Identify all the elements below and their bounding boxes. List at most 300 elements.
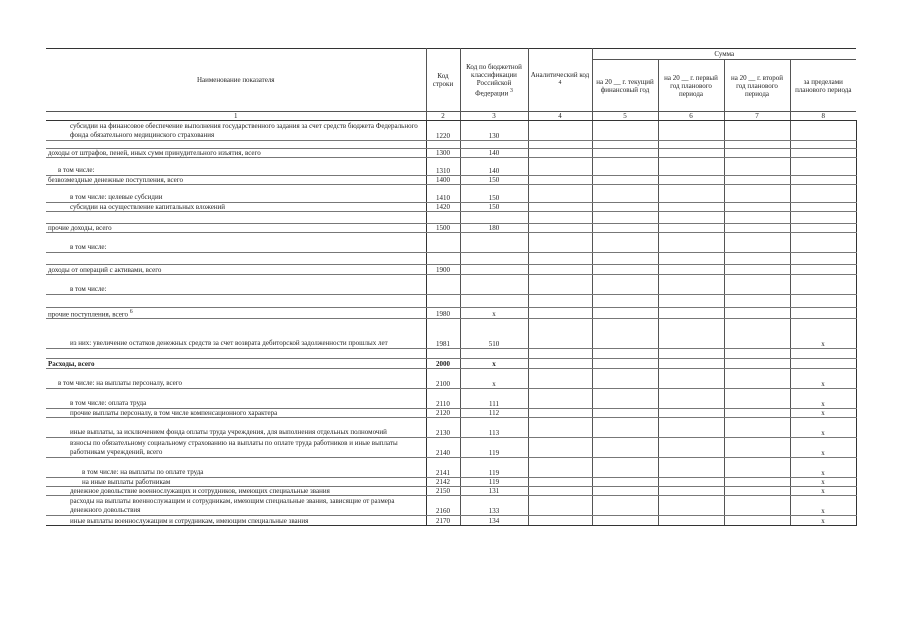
- row-value-cell: [528, 295, 592, 308]
- row-name: [46, 409, 426, 418]
- header-col6: на 20 __ г. первый год планового периода: [658, 60, 724, 112]
- row-value-cell: [724, 369, 790, 389]
- column-number: 4: [528, 112, 592, 121]
- row-col8: [790, 359, 856, 369]
- row-name: [46, 516, 426, 526]
- row-budget-code: 510: [460, 319, 528, 349]
- row-value-cell: [528, 158, 592, 176]
- row-col8: х: [790, 487, 856, 496]
- row-value-cell: [592, 308, 658, 319]
- row-value-cell: [528, 203, 592, 212]
- row-line-code: 1981: [426, 319, 460, 349]
- row-value-cell: [592, 158, 658, 176]
- row-value-cell: [592, 203, 658, 212]
- column-number: 7: [724, 112, 790, 121]
- row-line-code: 1300: [426, 149, 460, 158]
- row-name: [46, 418, 426, 438]
- row-value-cell: [724, 121, 790, 141]
- row-name: [46, 359, 426, 369]
- row-line-code: 2100: [426, 369, 460, 389]
- row-value-cell: [592, 438, 658, 458]
- row-budget-code: 112: [460, 409, 528, 418]
- row-name: [46, 478, 426, 487]
- table-row: [46, 176, 856, 185]
- report-table-sheet: [46, 48, 856, 526]
- table-row: [46, 203, 856, 212]
- row-value-cell: [528, 369, 592, 389]
- row-value-cell: [592, 141, 658, 149]
- row-col8: [790, 203, 856, 212]
- row-value-cell: [528, 409, 592, 418]
- header-budget-code: [460, 49, 528, 112]
- row-col8: [790, 185, 856, 203]
- row-budget-code: [460, 275, 528, 295]
- row-name: [46, 369, 426, 389]
- row-value-cell: [592, 516, 658, 526]
- row-name-text: в том числе: на выплаты по оплате труда: [82, 468, 204, 477]
- row-value-cell: [658, 203, 724, 212]
- row-name-text: денежное довольствие военнослужащих и сотрудников, имеющих специальные звания: [70, 487, 330, 496]
- row-value-cell: [592, 389, 658, 409]
- header-sum: Сумма: [592, 49, 856, 60]
- row-value-cell: [724, 516, 790, 526]
- row-value-cell: [658, 295, 724, 308]
- row-col8: х: [790, 418, 856, 438]
- row-value-cell: [724, 158, 790, 176]
- row-line-code: 2110: [426, 389, 460, 409]
- row-name: [46, 295, 426, 308]
- row-col8: [790, 308, 856, 319]
- row-value-cell: [724, 409, 790, 418]
- row-name: [46, 149, 426, 158]
- column-number: 8: [790, 112, 856, 121]
- row-name: [46, 389, 426, 409]
- row-value-cell: [592, 149, 658, 158]
- row-budget-code: 150: [460, 203, 528, 212]
- row-value-cell: [724, 224, 790, 233]
- row-value-cell: [658, 185, 724, 203]
- row-name: [46, 212, 426, 224]
- row-budget-code: 130: [460, 121, 528, 141]
- column-numbers-row: [46, 112, 856, 121]
- row-line-code: 1310: [426, 158, 460, 176]
- row-value-cell: [592, 212, 658, 224]
- row-value-cell: [658, 487, 724, 496]
- row-value-cell: [592, 265, 658, 275]
- row-name-text: Расходы, всего: [48, 360, 95, 369]
- row-budget-code: 140: [460, 158, 528, 176]
- row-line-code: 1980: [426, 308, 460, 319]
- table-row: [46, 185, 856, 203]
- row-name: [46, 176, 426, 185]
- row-line-code: [426, 275, 460, 295]
- row-name-text: субсидии на финансовое обеспечение выполнения государственного задания за счет средств бюджета Федерального фонда обязательного медицинского страхования: [70, 122, 418, 139]
- row-col8: х: [790, 319, 856, 349]
- row-value-cell: [592, 496, 658, 516]
- row-value-cell: [724, 253, 790, 265]
- row-budget-code: [460, 295, 528, 308]
- table-row: [46, 349, 856, 359]
- row-value-cell: [724, 359, 790, 369]
- header-analytic-code: [528, 49, 592, 112]
- row-col8: [790, 212, 856, 224]
- row-value-cell: [592, 275, 658, 295]
- financial-plan-table: [46, 48, 857, 526]
- table-row: [46, 212, 856, 224]
- row-col8: [790, 121, 856, 141]
- row-line-code: 1410: [426, 185, 460, 203]
- row-budget-code: [460, 265, 528, 275]
- row-value-cell: [592, 295, 658, 308]
- row-value-cell: [724, 319, 790, 349]
- row-budget-code: [460, 212, 528, 224]
- row-value-cell: [658, 253, 724, 265]
- row-value-cell: [528, 308, 592, 319]
- table-row: [46, 149, 856, 158]
- row-value-cell: [724, 478, 790, 487]
- row-line-code: [426, 212, 460, 224]
- table-row: [46, 516, 856, 526]
- row-line-code: 2142: [426, 478, 460, 487]
- table-row: [46, 253, 856, 265]
- row-name: [46, 275, 426, 295]
- row-value-cell: [658, 496, 724, 516]
- row-name-text: прочие выплаты персоналу, в том числе компенсационного характера: [70, 409, 278, 418]
- row-line-code: [426, 233, 460, 253]
- row-value-cell: [724, 141, 790, 149]
- row-budget-code: 134: [460, 516, 528, 526]
- row-budget-code: [460, 141, 528, 149]
- row-value-cell: [528, 349, 592, 359]
- row-name: [46, 233, 426, 253]
- table-row: [46, 141, 856, 149]
- row-value-cell: [658, 418, 724, 438]
- row-col8: [790, 176, 856, 185]
- row-value-cell: [724, 203, 790, 212]
- row-budget-code: 119: [460, 478, 528, 487]
- row-name-text: в том числе:: [70, 285, 107, 293]
- table-row: [46, 275, 856, 295]
- row-value-cell: [592, 185, 658, 203]
- table-row: [46, 319, 856, 349]
- row-name: [46, 141, 426, 149]
- row-value-cell: [658, 224, 724, 233]
- row-line-code: 1220: [426, 121, 460, 141]
- header-analytic-code-text: Аналитический код: [530, 70, 590, 79]
- row-value-cell: [592, 121, 658, 141]
- row-budget-code: 150: [460, 176, 528, 185]
- row-col8: [790, 265, 856, 275]
- row-value-cell: [658, 233, 724, 253]
- header-col8: за пределами планового периода: [790, 60, 856, 112]
- row-value-cell: [724, 233, 790, 253]
- row-value-cell: [592, 458, 658, 478]
- header-col7: на 20 __ г. второй год планового периода: [724, 60, 790, 112]
- column-number: 3: [460, 112, 528, 121]
- row-budget-code: [460, 349, 528, 359]
- table-row: [46, 265, 856, 275]
- row-value-cell: [528, 121, 592, 141]
- row-value-cell: [724, 487, 790, 496]
- table-row: [46, 308, 856, 319]
- header-analytic-code-sup: 4: [558, 79, 562, 86]
- row-name: [46, 438, 426, 458]
- row-value-cell: [592, 359, 658, 369]
- row-name-text: субсидии на осуществление капитальных вложений: [70, 203, 226, 211]
- row-value-cell: [724, 389, 790, 409]
- row-value-cell: [528, 319, 592, 349]
- table-row: [46, 487, 856, 496]
- row-name-text: взносы по обязательному социальному страхованию на выплаты по оплате труда работников и иные выплаты работникам учреждений, всего: [70, 439, 398, 457]
- row-name-text: прочие поступления, всего: [48, 310, 129, 319]
- table-row: [46, 418, 856, 438]
- row-line-code: 2140: [426, 438, 460, 458]
- row-line-code: 2160: [426, 496, 460, 516]
- row-value-cell: [658, 308, 724, 319]
- row-col8: [790, 224, 856, 233]
- row-value-cell: [528, 253, 592, 265]
- row-value-cell: [724, 185, 790, 203]
- row-name-text: на иные выплаты работникам: [82, 478, 171, 487]
- row-budget-code: 119: [460, 458, 528, 478]
- row-value-cell: [528, 438, 592, 458]
- column-number: 2: [426, 112, 460, 121]
- row-budget-code: 111: [460, 389, 528, 409]
- row-value-cell: [592, 319, 658, 349]
- row-value-cell: [528, 185, 592, 203]
- row-line-code: 2000: [426, 359, 460, 369]
- row-value-cell: [658, 349, 724, 359]
- row-line-code: [426, 253, 460, 265]
- row-name-text: доходы от операций с активами, всего: [48, 266, 162, 274]
- row-name: [46, 349, 426, 359]
- row-value-cell: [658, 458, 724, 478]
- row-col8: х: [790, 496, 856, 516]
- row-value-cell: [592, 349, 658, 359]
- row-value-cell: [724, 418, 790, 438]
- row-value-cell: [528, 389, 592, 409]
- row-col8: [790, 141, 856, 149]
- row-value-cell: [528, 149, 592, 158]
- row-col8: [790, 149, 856, 158]
- row-value-cell: [592, 176, 658, 185]
- row-footnote-sup: 6: [129, 309, 133, 315]
- row-value-cell: [528, 275, 592, 295]
- column-number: 6: [658, 112, 724, 121]
- row-line-code: 2150: [426, 487, 460, 496]
- row-value-cell: [592, 418, 658, 438]
- row-value-cell: [658, 212, 724, 224]
- row-name: [46, 253, 426, 265]
- row-budget-code: [460, 253, 528, 265]
- row-value-cell: [658, 389, 724, 409]
- row-line-code: [426, 141, 460, 149]
- row-value-cell: [724, 496, 790, 516]
- row-col8: [790, 233, 856, 253]
- table-row: [46, 224, 856, 233]
- table-row: [46, 458, 856, 478]
- column-number: 1: [46, 112, 426, 121]
- table-row: [46, 369, 856, 389]
- row-name: [46, 319, 426, 349]
- row-col8: х: [790, 389, 856, 409]
- row-value-cell: [724, 265, 790, 275]
- row-line-code: 1420: [426, 203, 460, 212]
- table-row: [46, 359, 856, 369]
- header-name: Наименование показателя: [46, 49, 426, 112]
- row-value-cell: [724, 212, 790, 224]
- row-value-cell: [658, 319, 724, 349]
- row-value-cell: [658, 149, 724, 158]
- row-value-cell: [658, 359, 724, 369]
- table-row: [46, 438, 856, 458]
- row-value-cell: [658, 478, 724, 487]
- row-value-cell: [724, 458, 790, 478]
- row-name: [46, 458, 426, 478]
- row-name: [46, 185, 426, 203]
- row-value-cell: [528, 496, 592, 516]
- table-row: [46, 233, 856, 253]
- row-budget-code: 131: [460, 487, 528, 496]
- row-budget-code: х: [460, 369, 528, 389]
- table-row: [46, 121, 856, 141]
- row-value-cell: [724, 275, 790, 295]
- row-col8: х: [790, 409, 856, 418]
- row-value-cell: [724, 295, 790, 308]
- row-value-cell: [528, 224, 592, 233]
- row-value-cell: [528, 359, 592, 369]
- row-line-code: 2170: [426, 516, 460, 526]
- row-value-cell: [658, 121, 724, 141]
- row-budget-code: х: [460, 308, 528, 319]
- row-col8: [790, 275, 856, 295]
- row-name: [46, 158, 426, 176]
- table-row: [46, 478, 856, 487]
- row-name: [46, 496, 426, 516]
- row-value-cell: [592, 487, 658, 496]
- row-value-cell: [658, 141, 724, 149]
- row-name: [46, 224, 426, 233]
- row-line-code: 2141: [426, 458, 460, 478]
- header-line-code: Код строки: [426, 49, 460, 112]
- row-budget-code: 133: [460, 496, 528, 516]
- row-name: [46, 203, 426, 212]
- row-value-cell: [528, 176, 592, 185]
- row-line-code: 1500: [426, 224, 460, 233]
- row-name-text: безвозмездные денежные поступления, всего: [48, 176, 183, 184]
- row-col8: х: [790, 478, 856, 487]
- row-value-cell: [658, 158, 724, 176]
- row-name-text: иные выплаты военнослужащим и сотрудникам, имеющим специальные звания: [70, 517, 309, 526]
- row-value-cell: [592, 253, 658, 265]
- row-budget-code: 180: [460, 224, 528, 233]
- row-name-text: в том числе: оплата труда: [70, 399, 147, 408]
- row-value-cell: [592, 224, 658, 233]
- row-value-cell: [658, 176, 724, 185]
- row-value-cell: [528, 212, 592, 224]
- row-col8: х: [790, 458, 856, 478]
- table-row: [46, 409, 856, 418]
- row-value-cell: [528, 458, 592, 478]
- row-value-cell: [528, 516, 592, 526]
- row-name-text: расходы на выплаты военнослужащим и сотрудникам, имеющим специальные звания, зависящие от размера денежного довольствия: [70, 497, 395, 515]
- row-value-cell: [658, 409, 724, 418]
- row-value-cell: [658, 516, 724, 526]
- row-value-cell: [724, 149, 790, 158]
- row-col8: х: [790, 438, 856, 458]
- row-name-text: прочие доходы, всего: [48, 224, 112, 232]
- row-col8: х: [790, 516, 856, 526]
- row-value-cell: [528, 418, 592, 438]
- row-value-cell: [528, 487, 592, 496]
- table-row: [46, 389, 856, 409]
- row-col8: [790, 158, 856, 176]
- row-name: [46, 487, 426, 496]
- row-name: [46, 121, 426, 141]
- row-value-cell: [658, 369, 724, 389]
- row-name-text: доходы от штрафов, пеней, иных сумм принудительного изъятия, всего: [48, 149, 261, 157]
- column-number: 5: [592, 112, 658, 121]
- row-value-cell: [724, 176, 790, 185]
- row-value-cell: [658, 265, 724, 275]
- row-col8: [790, 253, 856, 265]
- row-col8: х: [790, 369, 856, 389]
- row-name-text: иные выплаты, за исключением фонда оплаты труда учреждения, для выполнения отдельных полномочий: [70, 428, 387, 437]
- header-col5: на 20 __ г. текущий финансовый год: [592, 60, 658, 112]
- row-name-text: в том числе: целевые субсидии: [70, 193, 163, 201]
- row-budget-code: х: [460, 359, 528, 369]
- row-value-cell: [592, 409, 658, 418]
- row-col8: [790, 295, 856, 308]
- row-name-text: из них: увеличение остатков денежных средств за счет возврата дебиторской задолженности прошлых лет: [70, 339, 388, 348]
- row-line-code: 1900: [426, 265, 460, 275]
- row-name-text: в том числе:: [58, 166, 95, 174]
- row-value-cell: [658, 438, 724, 458]
- row-col8: [790, 349, 856, 359]
- row-line-code: 1400: [426, 176, 460, 185]
- row-name: [46, 265, 426, 275]
- row-value-cell: [592, 369, 658, 389]
- row-budget-code: 113: [460, 418, 528, 438]
- row-value-cell: [658, 275, 724, 295]
- row-value-cell: [724, 438, 790, 458]
- table-row: [46, 295, 856, 308]
- row-value-cell: [528, 141, 592, 149]
- row-line-code: [426, 349, 460, 359]
- row-name-text: в том числе: на выплаты персоналу, всего: [58, 379, 182, 388]
- row-line-code: 2130: [426, 418, 460, 438]
- table-row: [46, 158, 856, 176]
- row-budget-code: 150: [460, 185, 528, 203]
- row-name-text: в том числе:: [70, 243, 107, 251]
- row-line-code: [426, 295, 460, 308]
- row-value-cell: [592, 478, 658, 487]
- row-line-code: 2120: [426, 409, 460, 418]
- row-budget-code: 140: [460, 149, 528, 158]
- row-value-cell: [592, 233, 658, 253]
- row-value-cell: [528, 265, 592, 275]
- row-value-cell: [528, 233, 592, 253]
- row-budget-code: 119: [460, 438, 528, 458]
- header-budget-code-text: Код по бюджетной классификации Российской Федерации: [466, 62, 522, 98]
- row-value-cell: [724, 349, 790, 359]
- table-body: [46, 121, 856, 526]
- table-row: [46, 496, 856, 516]
- row-budget-code: [460, 233, 528, 253]
- row-value-cell: [724, 308, 790, 319]
- row-name: [46, 308, 426, 319]
- header-budget-code-sup: 3: [509, 87, 513, 94]
